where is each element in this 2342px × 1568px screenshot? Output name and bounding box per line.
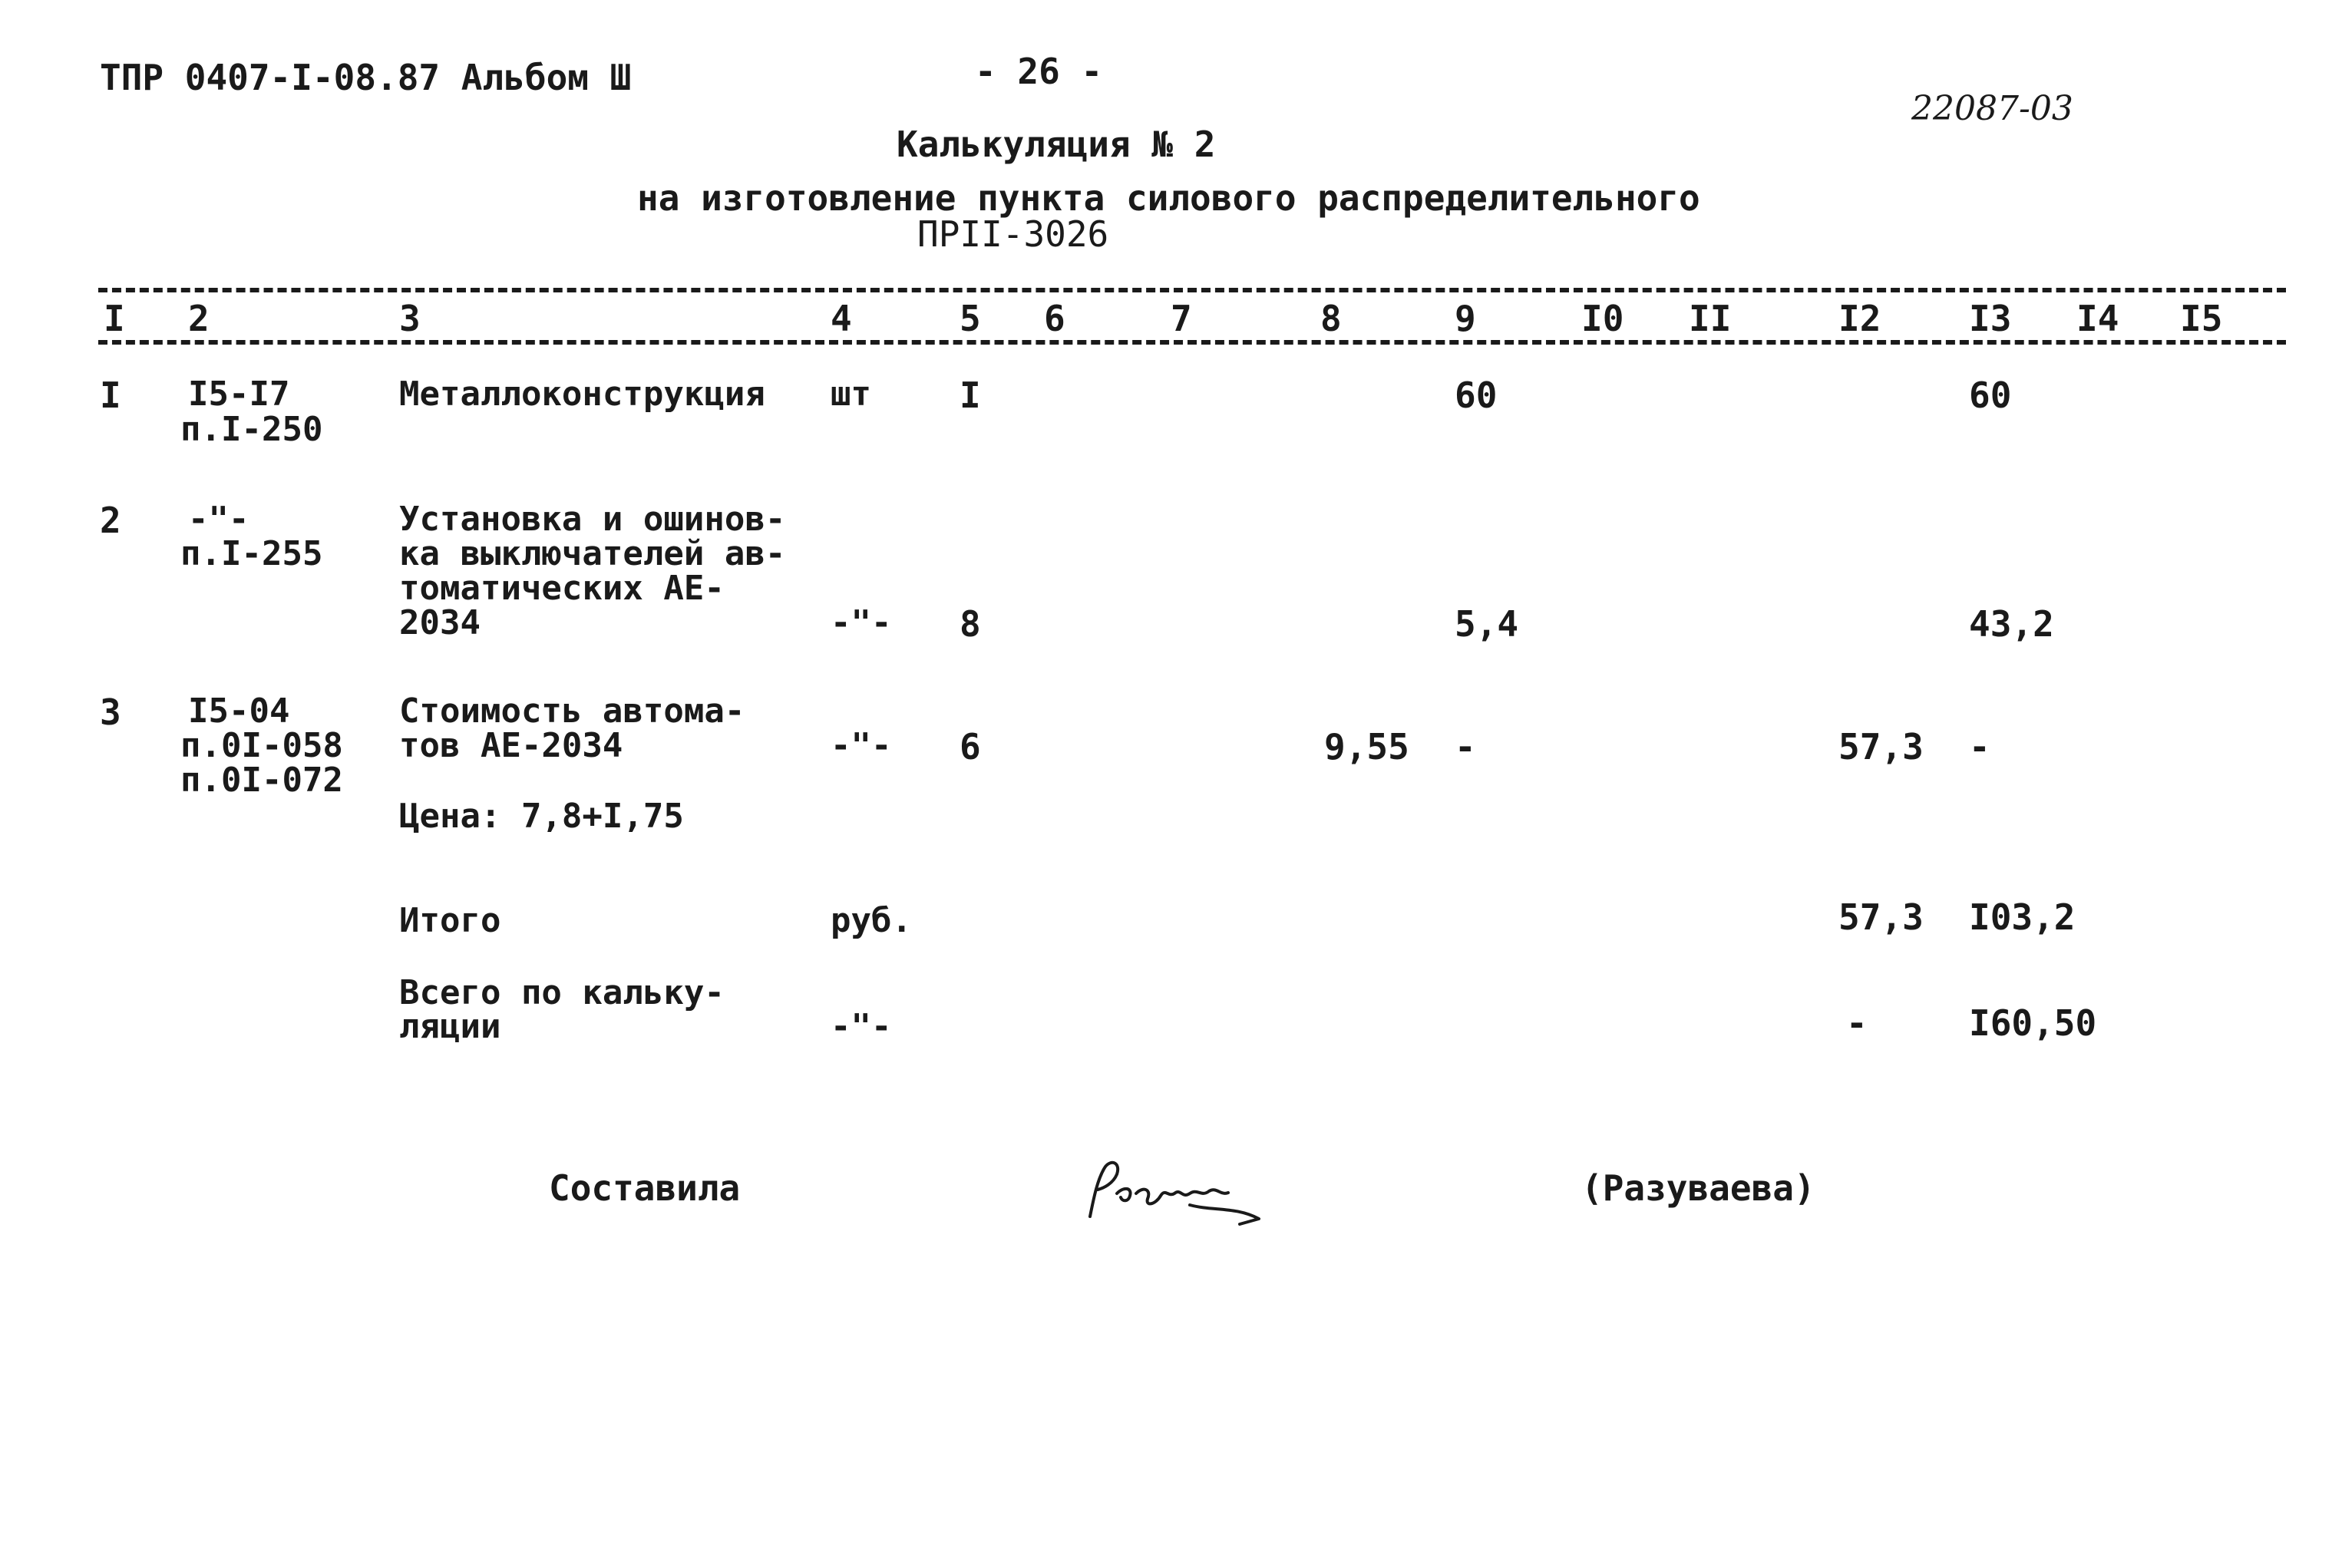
row-name-line: 2034 bbox=[399, 603, 481, 642]
row-name-line: ка выключателей ав- bbox=[399, 534, 786, 573]
column-number: 6 bbox=[1044, 298, 1065, 339]
compiled-by-label: Составила bbox=[549, 1167, 741, 1209]
totals-col13: I03,2 bbox=[1969, 896, 2076, 938]
column-number: 9 bbox=[1455, 298, 1476, 339]
grand-total-label: ляции bbox=[399, 1007, 501, 1046]
row-col9: - bbox=[1455, 726, 1476, 767]
column-number: 4 bbox=[831, 298, 852, 339]
inventory-number: 22087-03 bbox=[1911, 89, 2073, 128]
price-note: Цена: 7,8+I,75 bbox=[399, 797, 684, 836]
row-name-line: Установка и ошинов- bbox=[399, 500, 786, 539]
row-name-line: Стоимость автома- bbox=[399, 692, 745, 731]
row-name-line: Металлоконструкция bbox=[399, 375, 765, 414]
row-col12: 57,3 bbox=[1838, 726, 1924, 767]
totals-col12: 57,3 bbox=[1838, 896, 1924, 938]
row-unit: -"- bbox=[831, 603, 892, 642]
row-code-line: п.0I-058 bbox=[180, 726, 343, 765]
column-number: 3 bbox=[399, 298, 421, 339]
column-number: 7 bbox=[1171, 298, 1192, 339]
row-unit: -"- bbox=[831, 726, 892, 765]
row-number: I bbox=[100, 375, 121, 416]
row-number: 2 bbox=[100, 500, 121, 541]
row-unit: шт bbox=[831, 375, 871, 414]
grand-total-col12: - bbox=[1846, 1002, 1868, 1044]
column-number: 8 bbox=[1320, 298, 1342, 339]
row-col9: 60 bbox=[1455, 375, 1498, 416]
row-number: 3 bbox=[100, 692, 121, 733]
header-top-rule bbox=[98, 288, 2286, 292]
header-bottom-rule bbox=[98, 340, 2286, 345]
column-number: 5 bbox=[960, 298, 981, 339]
column-number: I3 bbox=[1969, 298, 2012, 339]
column-number: II bbox=[1689, 298, 1732, 339]
handwritten-signature bbox=[1075, 1151, 1274, 1236]
document-reference: ТПР 0407-I-08.87 Альбом Ш bbox=[100, 57, 632, 98]
calculation-title: Калькуляция № 2 bbox=[897, 124, 1216, 165]
row-quantity: I bbox=[960, 375, 981, 416]
row-code-line: -"- bbox=[188, 500, 249, 539]
row-col9: 5,4 bbox=[1455, 603, 1519, 645]
totals-label: Итого bbox=[399, 901, 501, 940]
row-col13: - bbox=[1969, 726, 1990, 767]
compiler-name: (Разуваева) bbox=[1581, 1167, 1815, 1209]
row-quantity: 6 bbox=[960, 726, 981, 767]
row-code-line: I5-04 bbox=[188, 692, 290, 731]
calculation-subtitle: на изготовление пункта силового распределительного bbox=[637, 177, 1700, 219]
row-code-line: п.0I-072 bbox=[180, 761, 343, 800]
column-number: I5 bbox=[2180, 298, 2223, 339]
row-code-line: п.I-255 bbox=[180, 534, 323, 573]
totals-unit: руб. bbox=[831, 901, 912, 940]
column-number: 2 bbox=[188, 298, 210, 339]
row-col13: 43,2 bbox=[1969, 603, 2054, 645]
cabinet-model: ПРII-3026 bbox=[917, 213, 1109, 255]
column-number: I0 bbox=[1581, 298, 1624, 339]
row-code-line: п.I-250 bbox=[180, 410, 323, 449]
column-number: I2 bbox=[1838, 298, 1881, 339]
column-number: I4 bbox=[2076, 298, 2119, 339]
row-col8: 9,55 bbox=[1324, 726, 1409, 767]
row-code-line: I5-I7 bbox=[188, 375, 290, 414]
row-quantity: 8 bbox=[960, 603, 981, 645]
row-name-line: тов АЕ-2034 bbox=[399, 726, 623, 765]
grand-total-col13: I60,50 bbox=[1969, 1002, 2097, 1044]
column-number: I bbox=[104, 298, 125, 339]
page-number: - 26 - bbox=[975, 51, 1103, 92]
row-name-line: томатических АЕ- bbox=[399, 569, 725, 608]
row-col13: 60 bbox=[1969, 375, 2012, 416]
grand-total-unit: -"- bbox=[831, 1007, 892, 1046]
grand-total-label: Всего по кальку- bbox=[399, 973, 725, 1012]
